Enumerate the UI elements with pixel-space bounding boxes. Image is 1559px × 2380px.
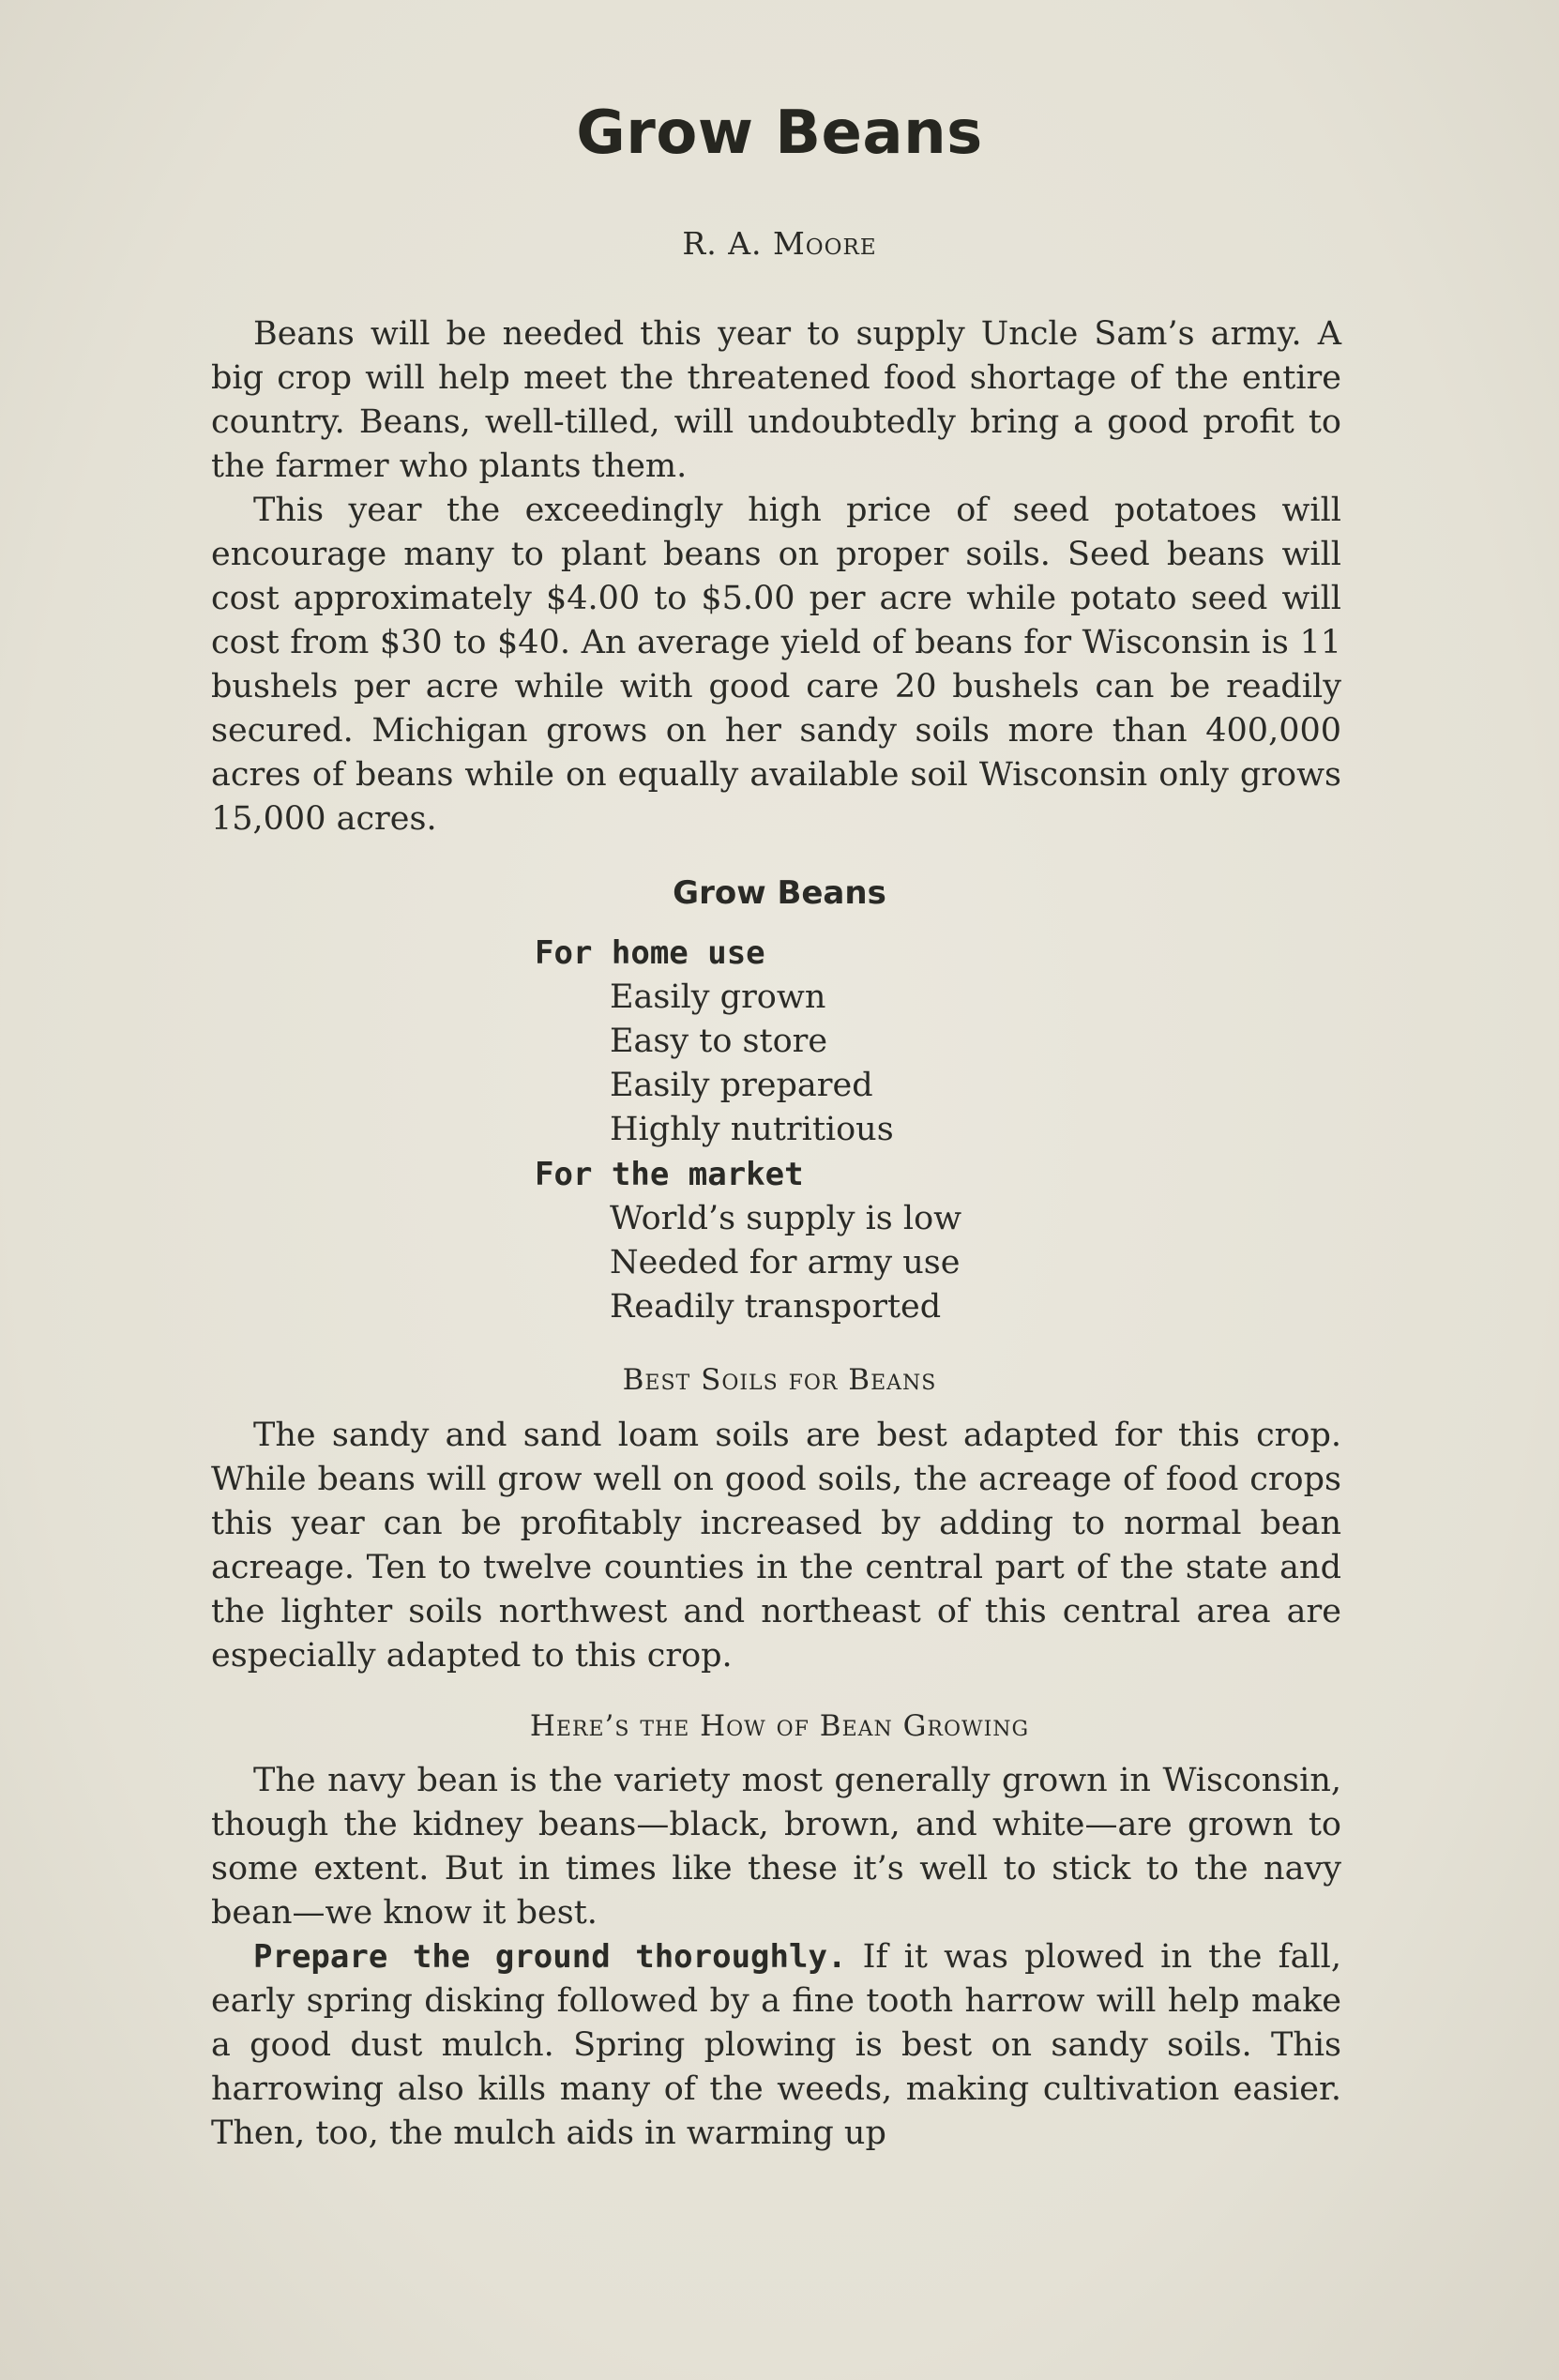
list-item: Easily grown (610, 978, 826, 1016)
list-item: Readily transported (610, 1288, 942, 1326)
author-byline: R. A. Moore (682, 225, 877, 262)
best-soils-section (211, 1414, 1341, 1678)
paragraph (211, 1935, 1341, 2156)
list (535, 1197, 961, 1329)
intro-section (211, 312, 1341, 841)
list-group-market (535, 1153, 961, 1329)
list-item: Needed for army use (610, 1244, 961, 1281)
list-item: Easy to store (610, 1023, 828, 1060)
list-group-home-use (535, 932, 894, 1152)
section-heading-best-soils: Best Soils for Beans (622, 1363, 937, 1397)
paragraph: The sandy and sand loam soils are best adapted for this crop. While beans will grow well on good soils, the acreage of food crops this year can be profitably increased by adding to normal bean acreage. Ten to twelve counties in the central part of the state and the lighter soils northwest and northeast of this central area are especially adapted to this crop. (211, 1417, 1341, 1675)
paragraph: Beans will be needed this year to supply Uncle Sam’s army. A big crop will help meet the threatened food shortage of the entire country. Beans, well-tilled, will undoubtedly bring a good profit to the farmer who plants them. (211, 315, 1341, 485)
list-group-heading: For home use (535, 934, 765, 972)
list (535, 976, 894, 1152)
list-item: Highly nutritious (610, 1111, 894, 1148)
list-title: Grow Beans (673, 874, 886, 912)
list-item: Easily prepared (610, 1067, 873, 1104)
section-heading-bean-growing: Here’s the How of Bean Growing (529, 1709, 1030, 1743)
paragraph-lead: Prepare the ground thoroughly. (253, 1938, 847, 1976)
bean-growing-section (211, 1759, 1341, 2156)
paragraph-text: If it was plowed in the fall, early spring disking followed by a fine tooth harrow will help make a good dust mulch. Spring plowing is best on sandy soils. This harrowing also kills many of the weeds, making cultivation easier. Then, too, the mulch aids in warming up (211, 1938, 1342, 2152)
list-group-heading: For the market (535, 1156, 804, 1193)
page-title: Grow Beans (576, 99, 983, 168)
paragraph: The navy bean is the variety most generally grown in Wisconsin, though the kidney beans—black, brown, and white—are grown to some extent. But in times like these it’s well to stick to the navy bean—we know it best. (211, 1762, 1341, 1932)
list-item: World’s supply is low (610, 1200, 962, 1237)
paragraph: This year the exceedingly high price of seed potatoes will encourage many to plant beans on proper soils. Seed beans will cost approximately $4.00 to $5.00 per acre while potato seed will cost from $30 to $40. An average yield of beans for Wisconsin is 11 bushels per acre while with good care 20 bushels can be readily secured. Michigan grows on her sandy soils more than 400,000 acres of beans while on equally available soil Wisconsin only grows 15,000 acres. (211, 492, 1341, 838)
